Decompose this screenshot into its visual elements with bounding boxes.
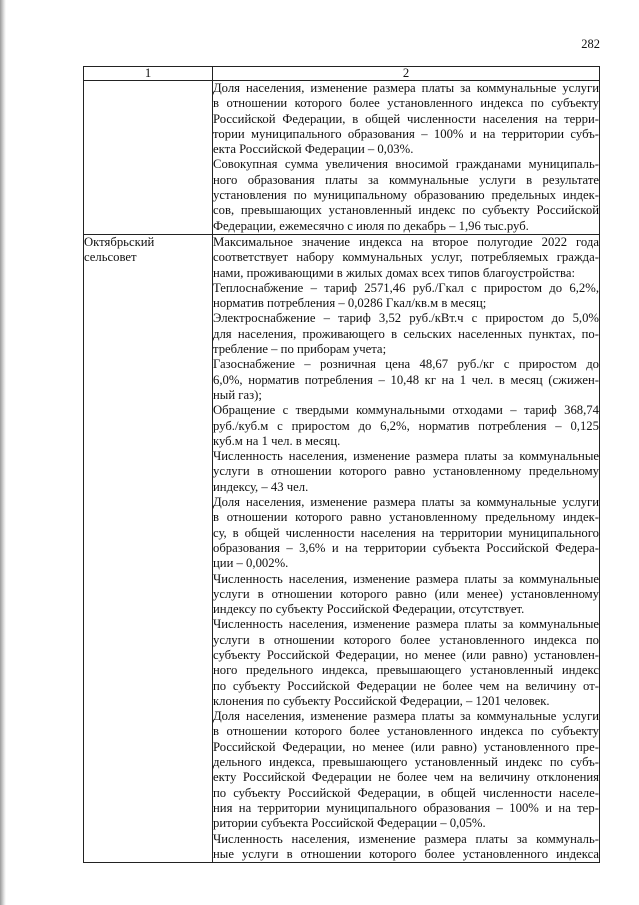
paragraph (213, 572, 599, 618)
text-line: Обращение с твердыми коммунальными отходами – тариф 368,74 (213, 403, 599, 418)
text-line: ритории субъекта Российской Федерации – 0,05%. (213, 816, 486, 831)
municipality-name-line: Октябрьский (84, 234, 155, 249)
text-line: ного образования платы за коммунальные услуги в результате (213, 172, 599, 187)
text-line: индексу, – 43 чел. (213, 479, 309, 494)
municipality-cell (84, 81, 213, 235)
text-line: установления по муниципальному образованию предельных индек- (213, 188, 599, 203)
text-line: Теплоснабжение – тариф 2571,46 руб./Гкал с приростом до 6,2%, (213, 280, 599, 295)
text-line: су, в общей численности населения на территории муниципального (213, 525, 599, 540)
text-line: ные услуги в отношении которого более установленного индекса (213, 846, 599, 861)
paragraph (213, 709, 599, 831)
table-body (84, 81, 600, 863)
text-line: Численность населения, изменение размера платы за коммуналь- (213, 831, 599, 846)
municipality-cell (84, 234, 213, 862)
text-line: ного предельного индекса, превышающего установленный индекс (213, 663, 599, 678)
table-header-row (84, 67, 600, 81)
text-line: Федерации, ежемесячно с июля по декабрь – 1,96 тыс.руб. (213, 218, 529, 233)
description-cell (213, 234, 600, 862)
paragraph (213, 617, 599, 709)
text-line: для населения, проживающего в сельских населенных пунктах, по- (213, 326, 599, 341)
text-line: Численность населения, изменение размера платы за коммунальные (213, 449, 599, 464)
column-header-1: 1 (84, 67, 213, 81)
column-header-2: 2 (213, 67, 600, 81)
table-row (84, 234, 600, 862)
text-line: руб./куб.м с приростом до 6,2%, норматив потребления – 0,125 (213, 418, 599, 433)
text-line: 6,0%, норматив потребления – 10,48 кг на 1 чел. в месяц (сжижен- (213, 372, 599, 387)
text-line: услуги в отношении которого более установленного индекса по (213, 632, 599, 647)
page-number: 282 (581, 37, 600, 51)
text-line: субъекту Российской Федерации, но менее (или равно) установлен- (213, 647, 599, 662)
scan-edge-shadow (0, 0, 6, 905)
text-line: Газоснабжение – розничная цена 48,67 руб./кг с приростом до (213, 357, 599, 372)
text-line: Российской Федерации, в общей численности населения на терри- (213, 111, 599, 126)
text-line: в отношении которого более установленного индекса по субъекту (213, 96, 599, 111)
text-line: норматив потребления – 0,0286 Гкал/кв.м в месяц; (213, 296, 487, 311)
text-line: куб.м на 1 чел. в месяц. (213, 433, 341, 448)
description-cell (213, 81, 600, 235)
text-line: тории муниципального образования – 100% и на территории субъ- (213, 126, 599, 141)
paragraph (213, 281, 599, 312)
text-line: екту Российской Федерации не более чем на величину отклонения (213, 770, 599, 785)
paragraph (213, 81, 599, 157)
paragraph (213, 449, 599, 495)
text-line: по субъекту Российской Федерации не более чем на величину от- (213, 678, 599, 693)
paragraph (213, 403, 599, 449)
text-line: нами, проживающими в жилых домах всех типов благоустройства: (213, 265, 575, 280)
paragraph (213, 311, 599, 357)
text-line: Электроснабжение – тариф 3,52 руб./кВт.ч с приростом до 5,0% (213, 311, 599, 326)
text-line: сов, превышающих установленный индекс по субъекту Российской (213, 203, 599, 218)
paragraph (213, 357, 599, 403)
paragraph (213, 832, 599, 863)
text-line: Совокупная сумма увеличения вносимой гражданами муниципаль- (213, 157, 599, 172)
text-line: ния на территории муниципального образования – 100% и на тер- (213, 800, 599, 815)
text-line: ции – 0,002%. (213, 556, 289, 571)
text-line: Доля населения, изменение размера платы за коммунальные услуги (213, 709, 599, 724)
table-row (84, 81, 600, 235)
text-line: по субъекту Российской Федерации, в общей численности населе- (213, 785, 599, 800)
text-line: индексу по субъекту Российской Федерации, отсутствует. (213, 602, 525, 617)
text-line: образования – 3,6% и на территории субъекта Российской Федера- (213, 540, 599, 555)
text-line: Максимальное значение индекса на второе полугодие 2022 года (213, 234, 599, 249)
text-line: в отношении которого более установленного индекса по субъекту (213, 724, 599, 739)
text-line: Доля населения, изменение размера платы за коммунальные услуги (213, 495, 599, 510)
municipality-name-line: сельсовет (84, 250, 137, 265)
paragraph (213, 235, 599, 281)
text-line: Доля населения, изменение размера платы за коммунальные услуги (213, 81, 599, 95)
text-line: требление – по приборам учета; (213, 342, 387, 357)
text-line: услуги в отношении которого равно установленному предельному (213, 464, 599, 479)
text-line: клонения по субъекту Российской Федерации, – 1201 человек. (213, 693, 550, 708)
text-line: екта Российской Федерации – 0,03%. (213, 142, 414, 157)
text-line: ный газ); (213, 387, 262, 402)
text-line: Российской Федерации, но менее (или равно) установленного пре- (213, 739, 599, 754)
paragraph (213, 157, 599, 233)
text-line: Численность населения, изменение размера платы за коммунальные (213, 571, 599, 586)
text-line: в отношении которого равно установленному предельному индек- (213, 510, 599, 525)
text-line: дельного индекса, превышающего установленный индекс по субъ- (213, 755, 599, 770)
document-table (83, 66, 600, 863)
text-line: соответствует набору коммунальных услуг, потребляемых гражда- (213, 250, 599, 265)
text-line: услуги в отношении которого равно (или менее) установленному (213, 586, 599, 601)
paragraph (213, 495, 599, 571)
text-line: Численность населения, изменение размера платы за коммунальные (213, 617, 599, 632)
